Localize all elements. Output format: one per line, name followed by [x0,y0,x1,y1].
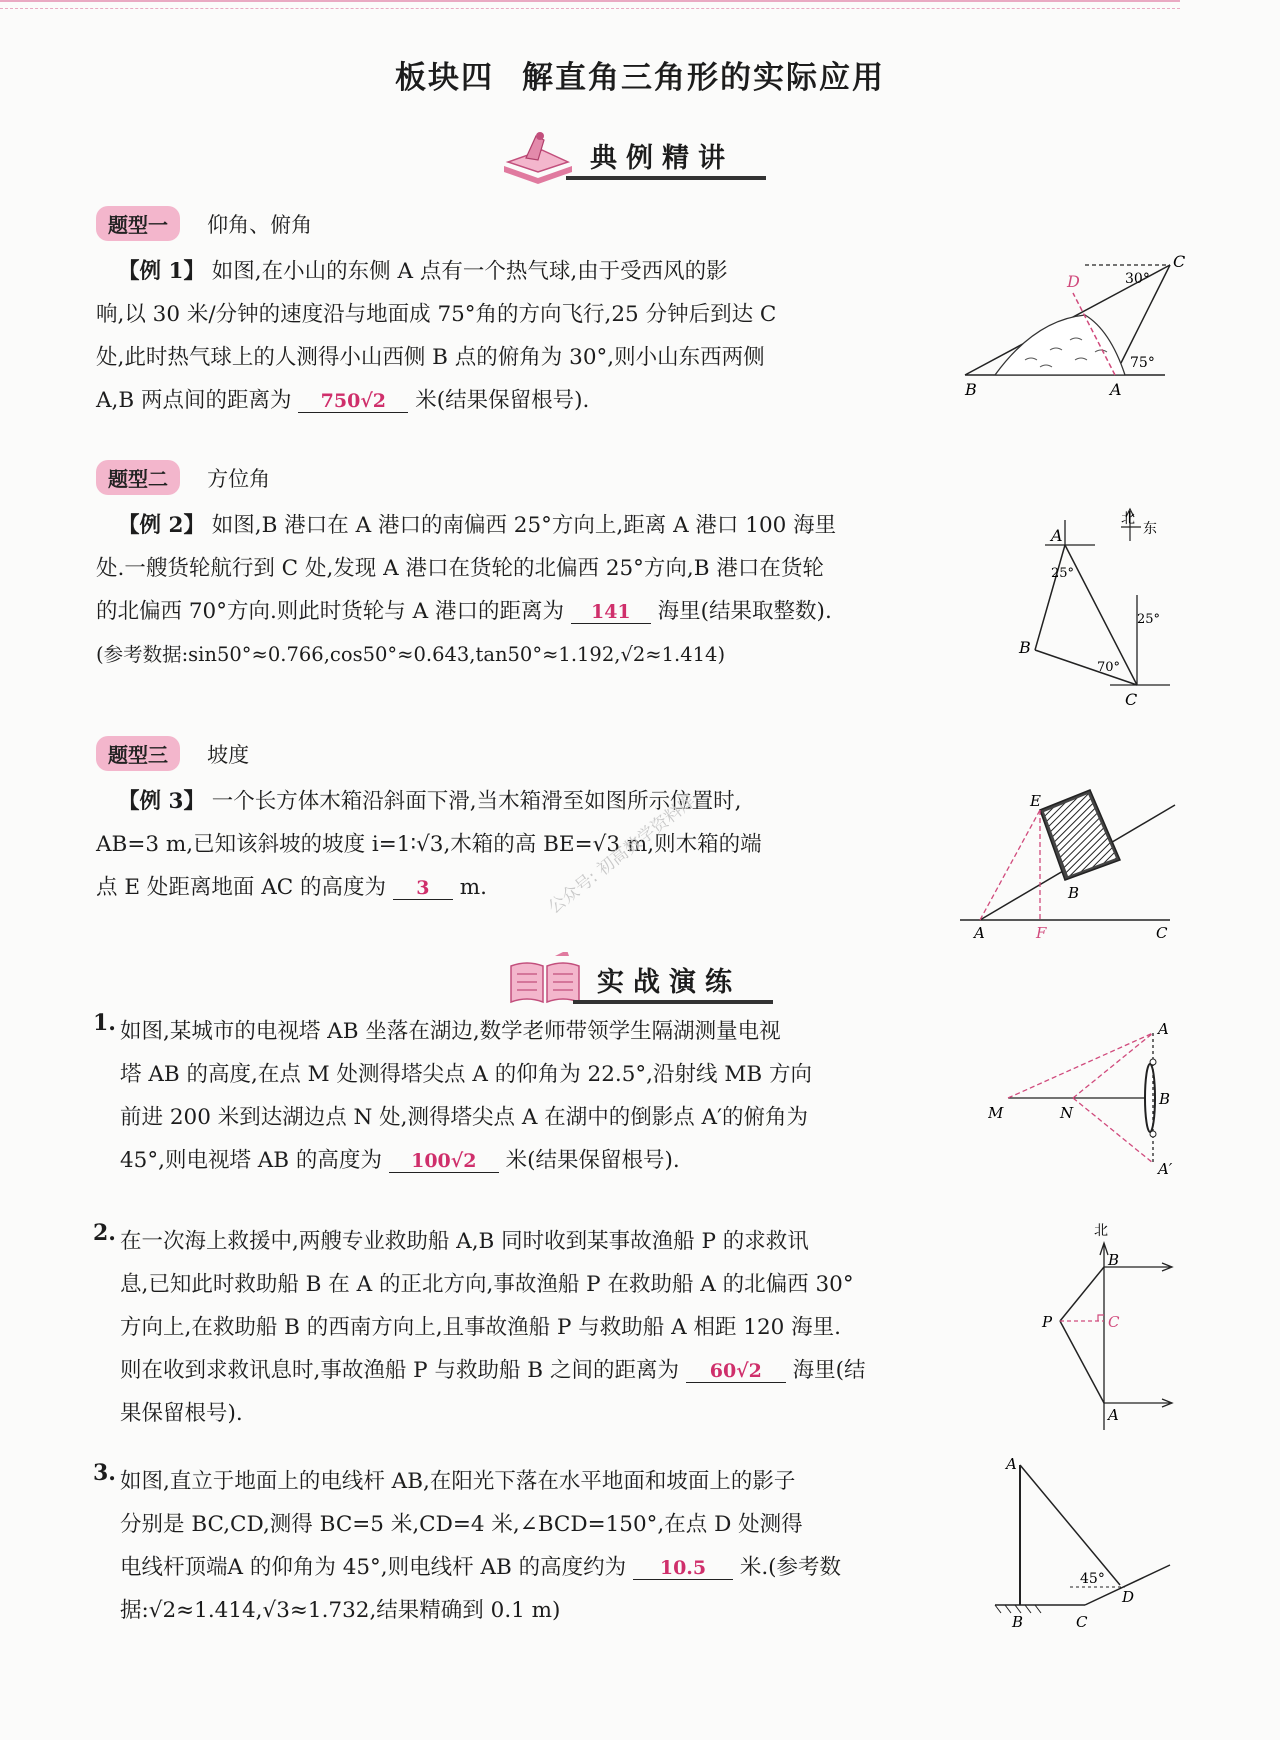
label-A: A [1158,1020,1169,1038]
watermark: 公众号: 初高数学资料库 [544,790,700,919]
label-A: A [974,924,985,940]
example-3: 【例 3】 一个长方体木箱沿斜面下滑,当木箱滑至如图所示位置时, AB=3 m,已知该斜坡的坡度 i=1∶√3,木箱的高 BE=√3 m,则木箱的端 点 E 处距离地面 AC 的高度为 3 m. [96,789,762,900]
label-D: D [1122,1588,1135,1606]
east-label: 东 [1143,521,1157,537]
figure-slope-box [960,780,1180,940]
label-M: M [988,1104,1004,1122]
label-B: B [1068,884,1080,902]
page-title: 板块四 解直角三角形的实际应用 [395,60,885,96]
label-A-prime: A′ [1158,1160,1173,1178]
label-A: A [1110,380,1122,399]
answer-blank: 60√2 [686,1360,786,1383]
exercise-2: 在一次海上救援中,两艘专业救助船 A,B 同时收到某事故渔船 P 的求救讯 息,已知此时救助船 B 在 A 的正北方向,事故渔船 P 在救助船 A 的北偏西 30° 方向上,在救助船 B 的西南方向上,且事故渔船 P 与救助船 A 相距 120 海里. 则在收到求救讯息时,事故渔船 P 与救助船 B 之间的距离为 60√2 海里(结 果保留根号). [120,1229,866,1426]
label-C: C [1173,255,1185,271]
banner-title: 实战演练 [597,967,741,998]
label-C: C [1076,1613,1088,1631]
angle-25b: 25° [1137,612,1161,627]
exercise-1: 如图,某城市的电视塔 AB 坐落在湖边,数学老师带领学生隔湖测量电视 塔 AB 的高度,在点 M 处测得塔尖点 A 的仰角为 22.5°,沿射线 MB 方向 前进 200 米到达湖边点 N 处,测得塔尖点 A 在湖中的倒影点 A′的俯角为 45°,则电视塔 AB 的高度为 100√2 米(结果保留根号). [120,1019,812,1173]
answer-blank: 10.5 [633,1557,733,1580]
question-number: 3. [93,1460,116,1486]
figure-pole-shadow [990,1455,1180,1635]
figure-tv-tower [988,1018,1178,1178]
figure-hot-air-balloon [955,255,1185,405]
banner-title: 典例精讲 [590,143,734,174]
type-heading-2 [96,460,270,495]
label-A: A [1051,526,1063,545]
section-banner-practice [505,952,805,1008]
figure-port-bearing [1015,505,1195,710]
label-E: E [1030,792,1041,810]
angle-75: 75° [1130,355,1155,371]
label-B: B [965,380,977,399]
label-C: C [1125,690,1138,709]
label-D: D [1067,272,1080,291]
label-N: N [1060,1104,1074,1122]
angle-45: 45° [1080,1571,1105,1587]
type-name: 坡度 [207,743,250,767]
example-2: 【例 2】 如图,B 港口在 A 港口的南偏西 25°方向上,距离 A 港口 100 海里 处.一艘货轮航行到 C 处,发现 A 港口在货轮的北偏西 25°方向,B 港口在货轮 的北偏西 70°方向.则此时货轮与 A 港口的距离为 141 海里(结果取整数). (参考数据:sin50°≈0.766,cos50°≈0.643,tan50°≈1.192,√2≈1.414) [96,513,837,666]
north-label: 北 [1121,511,1135,527]
example-1: 【例 1】 如图,在小山的东侧 A 点有一个热气球,由于受西风的影 响,以 30 米/分钟的速度沿与地面成 75°角的方向飞行,25 分钟后到达 C 处,此时热气球上的人测得小山西侧 B 点的俯角为 30°,则小山东西两侧 A,B 两点间的距离为 750√2 米(结果保留根号). [96,259,777,413]
label-A: A [1006,1455,1017,1473]
question-number: 2. [93,1220,116,1246]
angle-25a: 25° [1051,566,1075,581]
north-label: 北 [1094,1223,1108,1239]
exercise-3: 如图,直立于地面上的电线杆 AB,在阳光下落在水平地面和坡面上的影子 分别是 BC,CD,测得 BC=5 米,CD=4 米,∠BCD=150°,在点 D 处测得 电线杆顶端A 的仰角为 45°,则电线杆 AB 的高度约为 10.5 米.(参考数 据:√2≈1.414,√3≈1.732,结果精确到 0.1 m) [120,1469,842,1623]
type-heading-3 [96,736,249,771]
type-tag: 题型三 [96,736,180,771]
type-tag: 题型二 [96,460,180,495]
answer-blank: 100√2 [389,1150,499,1173]
type-heading-1 [96,206,312,241]
label-B: B [1108,1251,1120,1269]
label-F: F [1036,924,1047,940]
label-P: P [1042,1313,1053,1331]
top-border [0,0,1180,9]
question-number: 1. [93,1010,116,1036]
figure-rescue [1030,1215,1180,1435]
label-B: B [1159,1090,1171,1108]
label-B: B [1019,638,1031,657]
label-A: A [1108,1406,1119,1424]
answer-blank: 141 [571,601,651,624]
angle-30: 30° [1125,271,1150,287]
type-name: 方位角 [207,467,271,491]
type-tag: 题型一 [96,206,180,241]
label-C: C [1108,1313,1120,1331]
label-C: C [1156,924,1168,940]
label-B: B [1012,1613,1024,1631]
type-name: 仰角、俯角 [207,213,313,237]
angle-70: 70° [1097,660,1121,675]
answer-blank: 750√2 [298,390,408,413]
answer-blank: 3 [393,877,453,900]
section-banner-examples [498,128,798,184]
